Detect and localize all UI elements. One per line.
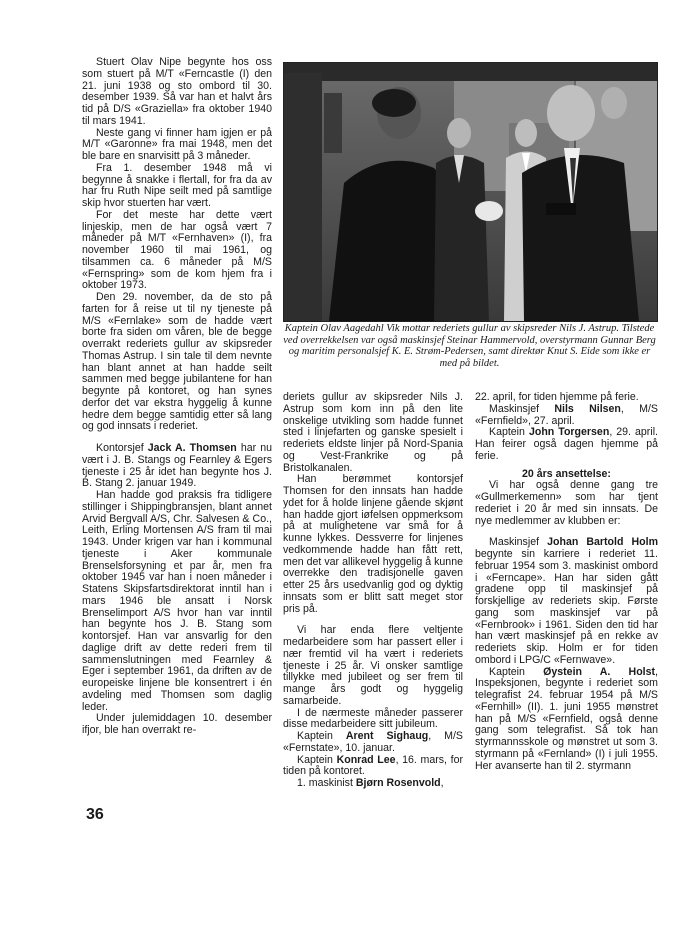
- text: Kaptein: [297, 753, 337, 766]
- text-column-middle: [283, 392, 463, 790]
- paragraph: Fra 1. desember 1948 må vi begynne å snakke i flertall, for fra da av har fru Ruth Nipe seilt med på samtlige skip hvor stuerten har vært.: [82, 161, 272, 209]
- paragraph: For det meste har dette vært linjeskip, men de har også vært 7 måneder på M/T «Fernhaven» (I), fra november 1960 til mai 1961, og tilsammen ca. 6 måneder på M/S «Fernspring» som de kom hjem fra i oktober 1973.: [82, 208, 272, 292]
- person-name: Johan Bartold Holm: [547, 536, 658, 549]
- person-name: John Torgersen: [528, 426, 610, 439]
- text: Maskinsjef: [489, 402, 555, 415]
- text-column-left: [82, 57, 272, 737]
- paragraph: [475, 537, 658, 666]
- paragraph: Vi har enda flere veltjente medarbeidere som har passert eller i nær fremtid vil ha vært i rederiets tjeneste i 25 år. Vi onsker samtlige tillykke med jubileet og ser frem til mange års godt og hyggelig samarbeide.: [283, 624, 463, 707]
- person-name: Nils Nilsen: [554, 402, 621, 415]
- person-name: Arent Sighaug: [345, 730, 429, 742]
- person-name: Bjørn Rosenvold: [355, 777, 441, 789]
- text: , M/S «Fernfield», 27. april.: [475, 402, 658, 427]
- paragraph: [283, 778, 463, 790]
- paragraph: [475, 427, 658, 462]
- text: Kaptein: [489, 426, 529, 439]
- paragraph: Den 29. november, da de sto på farten for å reise ut til ny tjeneste på M/S «Fernlake» som de hadde vært borte fra siden om våren, ble de begge overrakt rederiets gullur av skipsreder Thomas Astrup. I sin tale til dem nevnte han blant annet at han hadde seilt sammen med begge jubilantene for han begynte på kontoret, og han synes derfor det var ekstra hyggelig å kunne hedre dem begge samtidig etter så lang og god innsats i rederiet.: [82, 291, 272, 433]
- paragraph: Neste gang vi finner ham igjen er på M/T «Garonne» fra mai 1948, men det ble bare en snarvisitt på 3 måneder.: [82, 126, 272, 162]
- paragraph: [475, 667, 658, 773]
- paragraph: [82, 443, 272, 490]
- page-number: 36: [86, 806, 104, 823]
- text: begynte sin karriere i rederiet 11. februar 1954 som 3. maskinist ombord i «Ferncape». Han har siden gått gradene opp til maskinsjef på forskjellige av rederiets skip. Første gang som maskinsjef var på «Fernbrook» i 1961. Siden den tid har han vært maskinsjef på en rekke av rederiets skip. Holm er for tiden ombord i LPG/C «Fernwave».: [475, 548, 658, 666]
- paragraph: Vi har også denne gang tre «Gullmerkemenn» som har tjent rederiet i 20 år med sin innsats. De nye medlemmer av klubben er:: [475, 479, 658, 527]
- paragraph: Stuert Olav Nipe begynte hos oss som stuert på M/T «Ferncastle (I) den 21. juni 1938 og sto ombord til 30. desember 1939. Så var han et halvt års tid på D/S «Graziella» fra oktober 1940 til mars 1941.: [82, 56, 272, 127]
- paragraph: deriets gullur av skipsreder Nils J. Astrup som kom inn på den lite onskelige utvikling som hadde funnet sted i linjefarten og ganske spesielt i rederiets eldste linjer på Nord-Spania og Vest-Frankrike og på Bristolkanalen.: [283, 391, 463, 474]
- paragraph: Han hadde god praksis fra tidligere stillinger i Shippingbransjen, blant annet Arvid Bergvall A/S, Chr. Salvesen & Co., Leith, Erling Mortensen A/S fram til mai 1943. Under krigen var han i kommunal tjeneste i Aker kommunale Brenselsforsyning et par år, men fra oktober 1945 var han i noen måneder i Statens Skipsfartsdirektorat inntil han i mars 1946 ble ansatt i Norsk Brenselimport A/S hvor han var inntil han begynte hos J. B. Stang som kontorsjef. Han var ansvarlig for den daglige drift av dette rederi frem til sammenslutningen med Fearnley & Eger i september 1961, da driften av de europeiske linjene ble konsentrert i én avdeling med Thomsen som daglig leder.: [82, 489, 272, 713]
- paragraph: I de nærmeste måneder passerer disse medarbeidere sitt jubileum.: [283, 706, 463, 731]
- text: , 16. mars, for tiden på kontoret.: [283, 753, 464, 778]
- paragraph: [283, 731, 463, 755]
- section-heading: 20 års ansettelse:: [522, 467, 611, 480]
- photo-caption: Kaptein Olav Aagedahl Vik mottar rederiets gullur av skipsreder Nils J. Astrup. Tilstede ved overrekkelsen var også maskinsjef Steinar Hammervold, overstyrmann Gunnar Berg og maritim personalsjef K. E. Strøm-Pedersen, samt direktør Knut S. Eide som ikke er med på bildet.: [283, 323, 656, 369]
- person-name: Jack A. Thomsen: [147, 442, 237, 454]
- person-name: Øystein A. Holst: [543, 665, 656, 678]
- person-name: Konrad Lee: [336, 753, 396, 766]
- paragraph: [475, 404, 658, 428]
- text: har nu vært i J. B. Stangs og Fearnley & Egers tjeneste i 25 år idet han begynte hos J. B. Stang 2. januar 1949.: [82, 442, 272, 490]
- paragraph: Han berømmet kontorsjef Thomsen for den innsats han hadde ydet for å holde linjene gående skjønt han hadde gjort iøfelsen oppmerksom på at mulighetene var små for å kunne lykkes. Dessverre for linjenes vedkommende hadde han fått rett, men det var allikevel hyggelig å kunne overrekke den tradisjonelle gaven etter 25 års usedvanlig god og dyktig innsats som er blitt satt meget stor pris på.: [283, 473, 463, 615]
- paragraph: [283, 755, 463, 779]
- text: ,: [440, 777, 444, 789]
- paragraph: Under julemiddagen 10. desember ifjor, ble han overrakt re-: [82, 712, 272, 736]
- text: , 29. april. Han feirer også dagen hjemme på ferie.: [475, 426, 658, 462]
- text: Maskinsjef: [489, 536, 548, 549]
- text: Kaptein: [297, 730, 346, 742]
- photo-image: [284, 63, 657, 321]
- text: , M/S «Fernstate», 10. januar.: [283, 730, 463, 754]
- text-column-right: [475, 392, 658, 772]
- text: Kontorsjef: [96, 442, 148, 454]
- ceremony-photo: [283, 62, 658, 322]
- text: 1. maskinist: [297, 777, 356, 789]
- text: , Inspeksjonen, begynte i rederiet som telegrafist 24. februar 1954 på M/S «Fernhill» (II). 1. juni 1955 mønstret han på M/S «Fernfield, også denne gang som telegrafist. Så tok han styrmannsskole og mønstret ut som 3. styrmann på «Fernland» (I) i juli 1955. Her avanserte han til 2. styrmann: [475, 665, 658, 772]
- paragraph: 22. april, for tiden hjemme på ferie.: [475, 391, 639, 403]
- text: Kaptein: [489, 665, 544, 678]
